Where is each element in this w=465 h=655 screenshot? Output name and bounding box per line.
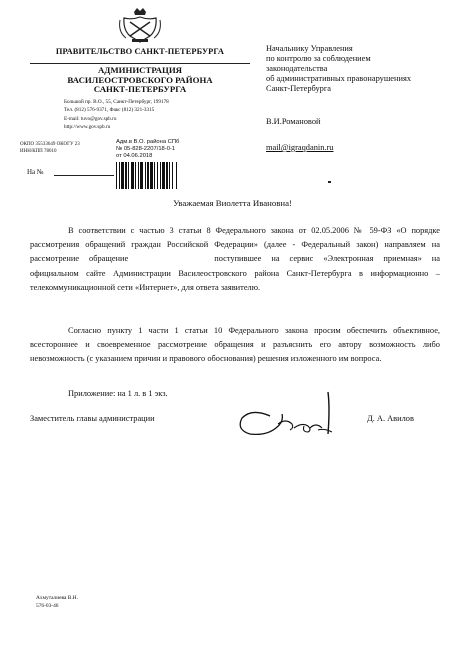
- attachment-note: Приложение: на 1 л. в 1 экз.: [68, 389, 168, 398]
- reference-number-label: На №: [27, 168, 44, 176]
- handwritten-signature: [232, 388, 357, 440]
- greeting: Уважаемая Виолетта Ивановна!: [173, 198, 292, 208]
- executor-phone: 576-03-46: [36, 603, 59, 609]
- addressee-block: Начальнику Управления по контролю за соблюдением законодательства об административных правонарушениях Санкт-Петербурга: [266, 44, 412, 93]
- registry-codes: ОКПО 35533649 ОКОГУ 23 ИНН/КПП 78010: [20, 142, 80, 155]
- addressee-email-link[interactable]: mail@igraqdanin.ru: [266, 143, 334, 152]
- paragraph-1: В соответствии с частью 3 статьи 8 Федерального закона от 02.05.2006 № 59-ФЗ «О порядке рассмотрения обращений граждан Российской Федерации» (далее - Федеральный закон) направляем на рассмотрение обращение поступившее на сервис «Электронная приемная» на официальном сайте Администрации Василеостровского района Санкт-Петербурга в информационно – телекоммуникационной сети «Интернет», для ответа заявителю.: [30, 226, 441, 292]
- barcode: [116, 162, 200, 189]
- reference-number-line: [54, 175, 114, 176]
- government-title: ПРАВИТЕЛЬСТВО САНКТ-ПЕТЕРБУРГА: [55, 47, 225, 56]
- address-text: Большой пр. В.О., 55, Санкт-Петербург, 199178: [64, 99, 169, 105]
- addressee-name: В.И.Романовой: [266, 117, 321, 126]
- phone-text: Тел. (812) 576-9371, Факс (812) 321-3315: [64, 107, 155, 114]
- signatory-name: Д. А. Авилов: [367, 414, 414, 423]
- executor-block: [36, 594, 78, 610]
- registration-stamp: Адм.в В.О. района СПб № 05-828-2207/18-0-1 от 04.06.2018: [116, 139, 180, 160]
- signatory-title: Заместитель главы администрации: [30, 414, 155, 423]
- contact-block: [64, 98, 264, 132]
- scan-mark: [328, 181, 331, 183]
- paragraph-2: Согласно пункту 1 части 1 статьи 10 Федерального закона просим обеспечить объективное, всестороннее и своевременное рассмотрение обращения и разъяснить его автору возможность либо невозможность (с указанием причин и правового обоснования) решения изложенного им вопроса.: [30, 326, 440, 364]
- coat-of-arms-icon: [118, 6, 162, 44]
- executor-name: Ахмуталиева В.Н.: [36, 595, 78, 601]
- website-text: http://www.gov.spb.ru: [64, 124, 111, 131]
- email-text: E-mail: tuvo@gov.spb.ru: [64, 115, 117, 122]
- administration-title: АДМИНИСТРАЦИЯ ВАСИЛЕОСТРОВСКОГО РАЙОНА САНКТ-ПЕТЕРБУРГА: [67, 65, 213, 94]
- letterhead-divider: [30, 63, 250, 64]
